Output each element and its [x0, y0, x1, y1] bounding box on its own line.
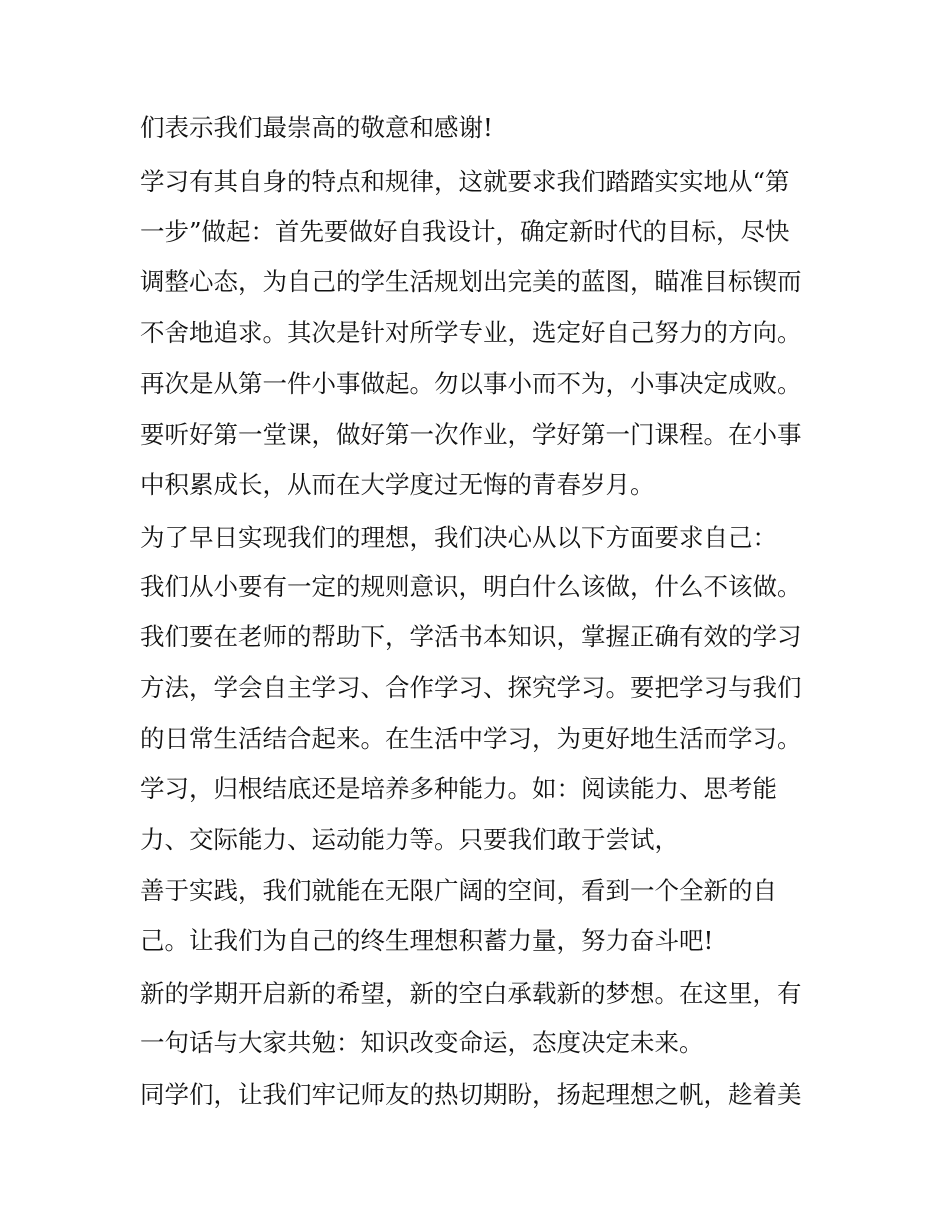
text-line: 我们从小要有一定的规则意识，明白什么该做，什么不该做。 — [140, 572, 802, 601]
text-line: 们表示我们最崇高的敬意和感谢! — [140, 113, 493, 142]
text-line: 不舍地追求。其次是针对所学专业，选定好自己努力的方向。 — [140, 318, 802, 347]
text-line: 一句话与大家共勉：知识改变命运，态度决定未来。 — [140, 1028, 704, 1057]
text-line: 中积累成长，从而在大学度过无悔的青春岁月。 — [140, 470, 655, 499]
text-line: 新的学期开启新的希望，新的空白承载新的梦想。在这里，有 — [140, 979, 802, 1008]
text-line: 再次是从第一件小事做起。勿以事小而不为，小事决定成败。 — [140, 369, 802, 398]
text-line: 的日常生活结合起来。在生活中学习，为更好地生活而学习。 — [140, 724, 802, 753]
text-line: 己。让我们为自己的终生理想积蓄力量，努力奋斗吧! — [140, 926, 714, 955]
text-line: 我们要在老师的帮助下，学活书本知识，掌握正确有效的学习 — [140, 622, 802, 651]
text-line: 善于实践，我们就能在无限广阔的空间，看到一个全新的自 — [140, 876, 777, 905]
text-line: 方法，学会自主学习、合作学习、探究学习。要把学习与我们 — [140, 673, 802, 702]
text-line: 调整心态，为自己的学生活规划出完美的蓝图，瞄准目标锲而 — [140, 267, 802, 296]
text-line: 要听好第一堂课，做好第一次作业，学好第一门课程。在小事 — [140, 420, 802, 449]
text-line: 学习，归根结底还是培养多种能力。如：阅读能力、思考能 — [140, 774, 777, 803]
text-line: 为了早日实现我们的理想，我们决心从以下方面要求自己： — [140, 523, 777, 552]
text-line: 力、交际能力、运动能力等。只要我们敢于尝试， — [140, 825, 679, 854]
text-line: 同学们，让我们牢记师友的热切期盼，扬起理想之帆，趁着美 — [140, 1080, 802, 1109]
text-line: 一步”做起：首先要做好自我设计，确定新时代的目标，尽快 — [140, 217, 790, 246]
text-line: 学习有其自身的特点和规律，这就要求我们踏踏实实地从“第 — [140, 167, 790, 196]
